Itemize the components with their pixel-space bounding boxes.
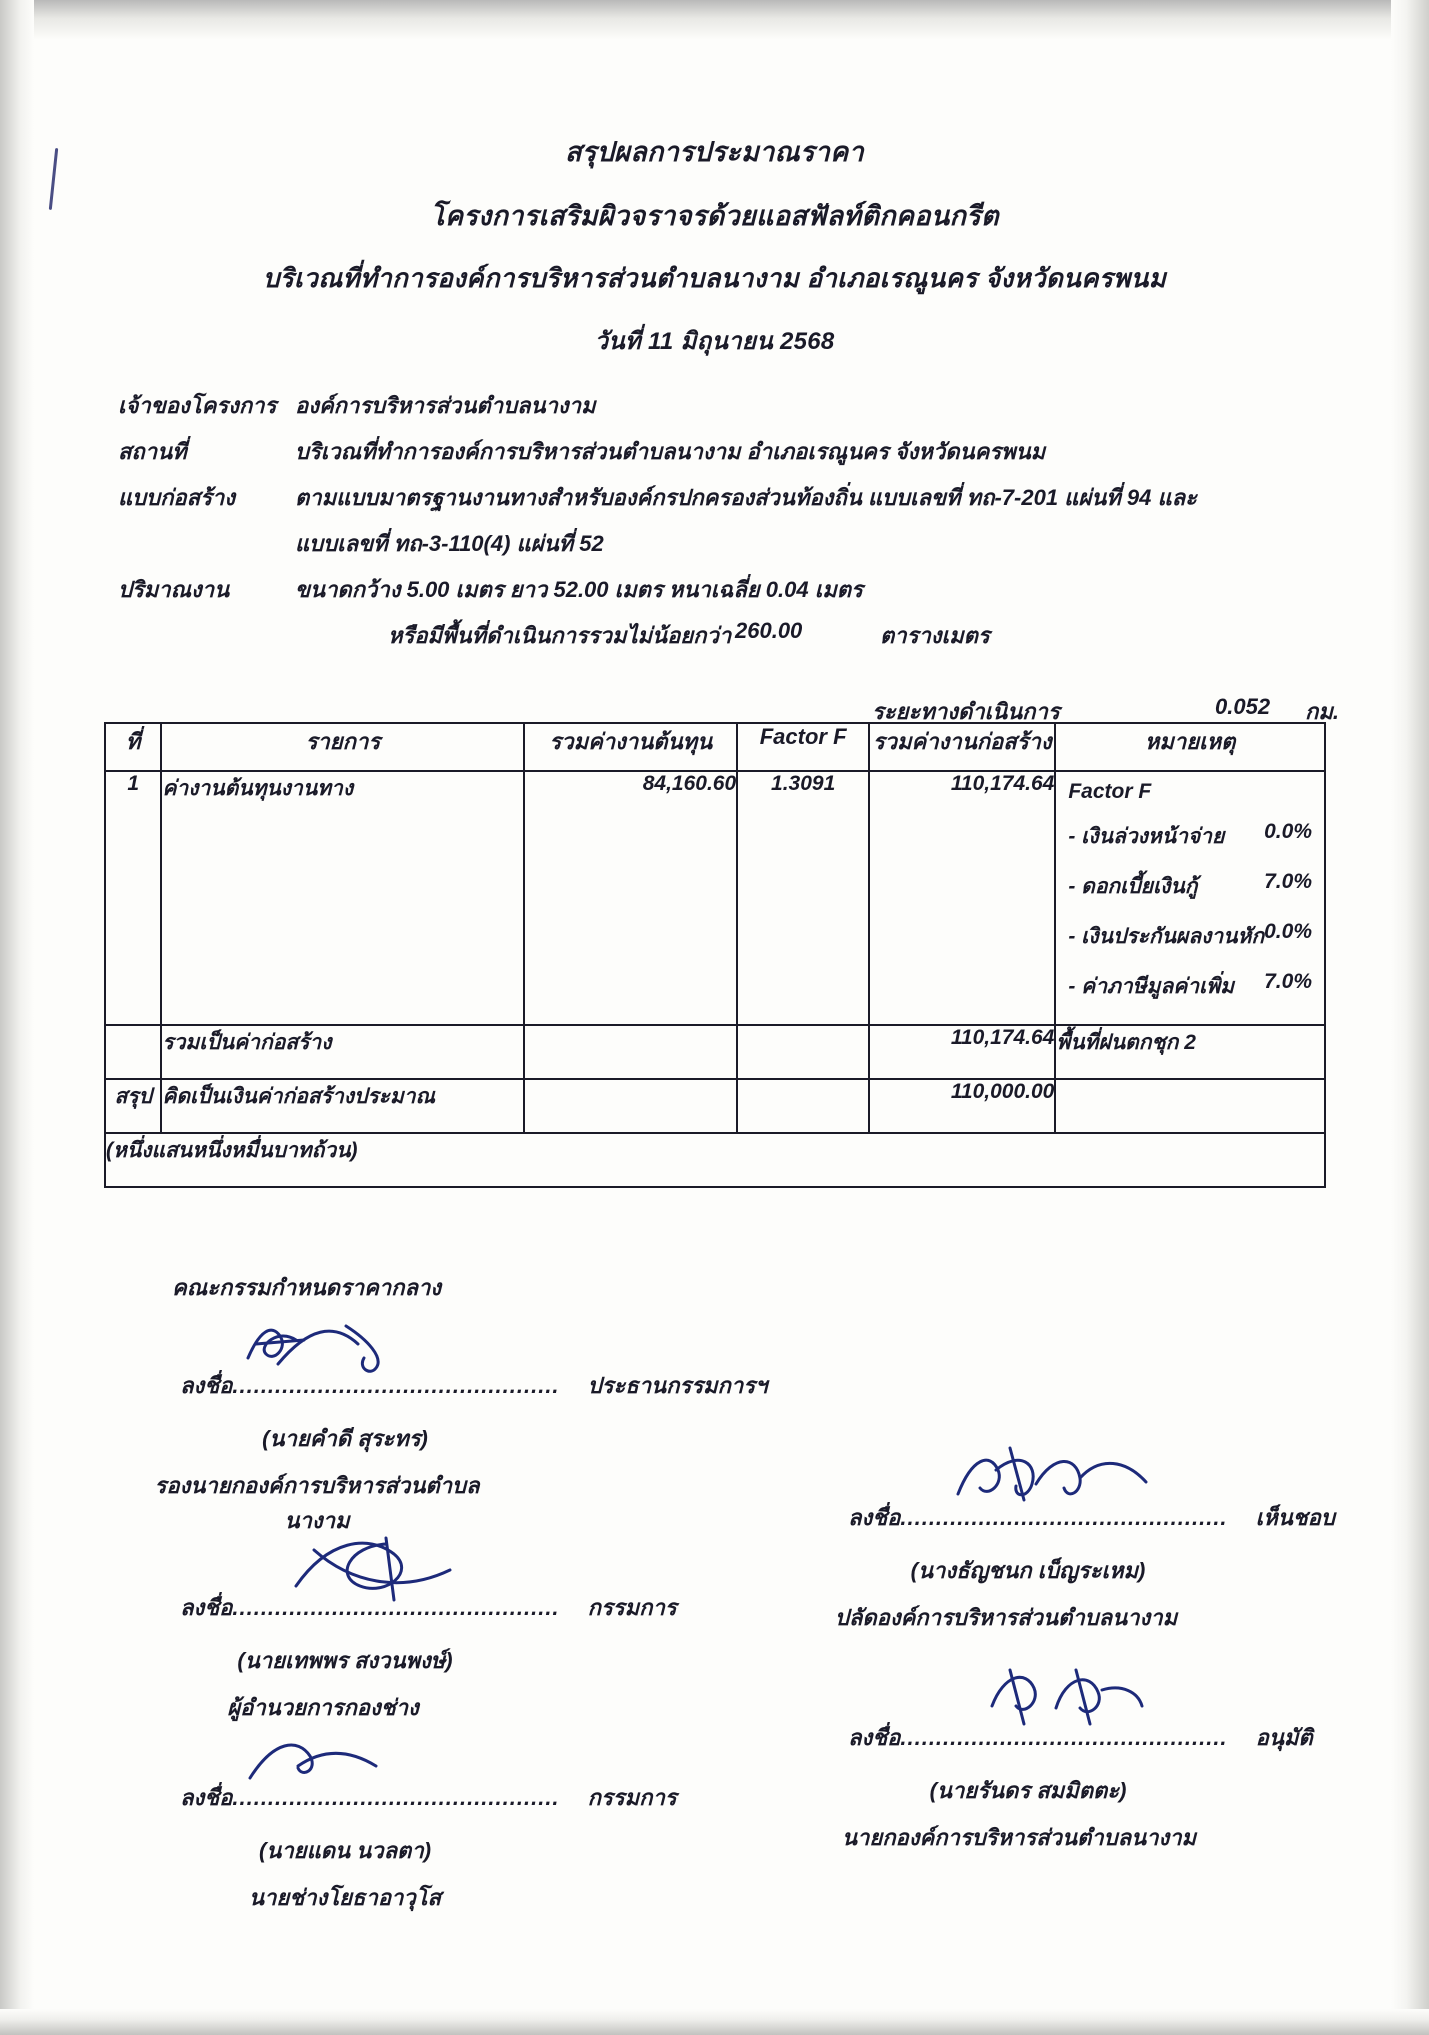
member1-name: (นายเทพพร สงวนพงษ์)	[237, 1648, 453, 1673]
factor-f-pct-retention: 0.0%	[1264, 920, 1312, 943]
approx-row-no: สรุป	[105, 1079, 161, 1133]
info-row-location	[0, 434, 1429, 480]
title-block	[0, 130, 1429, 360]
amount-in-words: (หนึ่งแสนหนึ่งหมื่นบาทถ้วน)	[105, 1133, 1325, 1187]
table-row-total-construction	[105, 1025, 1325, 1079]
doc-date-line: วันที่ 11 มิถุนายน 2568	[594, 328, 835, 355]
endorse-sign-label: ลงชื่อ	[848, 1505, 901, 1530]
signature-block-approve	[841, 1720, 1368, 1855]
signature-block-member-2	[180, 1780, 677, 1915]
approve-name: (นายรันดร สมมิตตะ)	[929, 1778, 1127, 1803]
factor-f-title: Factor F	[1068, 780, 1152, 803]
member2-role: กรรมการ	[587, 1785, 677, 1810]
signature-block-endorse	[834, 1500, 1368, 1635]
info-label-quantity: ปริมาณงาน	[118, 577, 230, 602]
table-header-row	[105, 723, 1325, 771]
table-row-approx-amount	[105, 1079, 1325, 1133]
endorse-position: ปลัดองค์การบริหารส่วนตำบลนางาม	[834, 1605, 1178, 1630]
factor-f-breakdown	[1056, 772, 1324, 1024]
approve-role: อนุมัติ	[1255, 1725, 1313, 1750]
member1-dots: ..............................................	[232, 1595, 560, 1620]
header-no: ที่	[105, 723, 161, 771]
info-label-location: สถานที่	[118, 439, 187, 464]
project-info	[0, 388, 1429, 664]
info-row-area	[0, 618, 1429, 664]
factor-f-label-interest: - ดอกเบี้ยเงินกู้	[1068, 875, 1198, 898]
cost-summary-table	[104, 722, 1326, 1188]
approx-row-factor-empty	[737, 1079, 869, 1133]
member2-name: (นายแดน นวลตา)	[258, 1838, 432, 1863]
factor-f-label-advance: - เงินล่วงหน้าจ่าย	[1068, 825, 1225, 848]
approx-row-value: 110,000.00	[869, 1079, 1055, 1133]
table-row	[105, 771, 1325, 1025]
row-1-cost: 84,160.60	[524, 771, 737, 1025]
endorse-role: เห็นชอบ	[1255, 1505, 1335, 1530]
approve-sign-label: ลงชื่อ	[848, 1725, 901, 1750]
member1-role: กรรมการ	[587, 1595, 677, 1620]
info-value-drawing: ตามแบบมาตรฐานงานทางสำหรับองค์กรปกครองส่วนท้องถิ่น แบบเลขที่ ทถ-7-201 แผ่นที่ 94 และ	[295, 485, 1197, 510]
total-row-cost-empty	[524, 1025, 737, 1079]
header-note: หมายเหตุ	[1055, 723, 1325, 771]
chairman-role: ประธานกรรมการฯ	[587, 1373, 768, 1398]
header-total: รวมค่างานก่อสร้าง	[869, 723, 1055, 771]
info-row-drawing-cont	[0, 526, 1429, 572]
header-cost: รวมค่างานต้นทุน	[524, 723, 737, 771]
member1-sign-label: ลงชื่อ	[180, 1595, 233, 1620]
signature-block-member-1	[180, 1590, 677, 1725]
approve-dots: ..............................................	[900, 1725, 1228, 1750]
approx-row-label: คิดเป็นเงินค่าก่อสร้างประมาณ	[161, 1079, 524, 1133]
factor-f-item-retention	[1068, 920, 1318, 953]
info-row-drawing	[0, 480, 1429, 526]
row-1-factor: 1.3091	[737, 771, 869, 1025]
info-value-location: บริเวณที่ทำการองค์การบริหารส่วนตำบลนางาม อำเภอเรณูนคร จังหวัดนครพนม	[295, 439, 1046, 464]
approx-row-cost-empty	[524, 1079, 737, 1133]
endorse-sign-line	[848, 1500, 1368, 1535]
distance-unit: กม.	[1305, 699, 1339, 724]
total-row-value: 110,174.64	[869, 1025, 1055, 1079]
chairman-position: รองนายกองค์การบริหารส่วนตำบลนางาม	[154, 1473, 480, 1533]
endorse-name: (นางธัญชนก เบ็ญระเหม)	[910, 1558, 1146, 1583]
info-row-owner	[0, 388, 1429, 434]
approve-sign-line	[848, 1720, 1368, 1755]
doc-title-line-3: บริเวณที่ทำการองค์การบริหารส่วนตำบลนางาม อำเภอเรณูนคร จังหวัดนครพนม	[262, 263, 1167, 293]
area-unit: ตารางเมตร	[880, 623, 990, 648]
info-value-drawing-cont: แบบเลขที่ ทถ-3-110(4) แผ่นที่ 52	[295, 531, 604, 556]
header-item: รายการ	[161, 723, 524, 771]
total-row-no	[105, 1025, 161, 1079]
chairman-name: (นายคำดี สุระทร)	[262, 1426, 428, 1451]
row-1-item: ค่างานต้นทุนงานทาง	[161, 771, 524, 1025]
area-label: หรือมีพื้นที่ดำเนินการรวมไม่น้อยกว่า	[388, 623, 732, 648]
member2-position: นายช่างโยธาอาวุโส	[249, 1885, 441, 1910]
info-value-owner: องค์การบริหารส่วนตำบลนางาม	[295, 393, 596, 418]
signature-block-chairman	[154, 1368, 768, 1538]
factor-f-pct-vat: 7.0%	[1264, 970, 1312, 993]
factor-f-label-vat: - ค่าภาษีมูลค่าเพิ่ม	[1068, 975, 1234, 998]
table-row-amount-in-words	[105, 1133, 1325, 1187]
distance-value: 0.052	[1215, 694, 1271, 719]
member2-sign-label: ลงชื่อ	[180, 1785, 233, 1810]
member1-position: ผู้อำนวยการกองช่าง	[227, 1695, 419, 1720]
total-row-note: พื้นที่ฝนตกชุก 2	[1055, 1025, 1325, 1079]
factor-f-item-vat	[1068, 970, 1318, 1003]
info-label-owner: เจ้าของโครงการ	[118, 393, 277, 418]
row-1-note-cell	[1055, 771, 1325, 1025]
member2-sign-line	[180, 1780, 677, 1815]
total-row-label: รวมเป็นค่าก่อสร้าง	[161, 1025, 524, 1079]
chairman-dots: ..............................................	[232, 1373, 560, 1398]
chairman-sign-line	[180, 1368, 768, 1403]
info-row-quantity	[0, 572, 1429, 618]
info-value-quantity: ขนาดกว้าง 5.00 เมตร ยาว 52.00 เมตร หนาเฉลี่ย 0.04 เมตร	[295, 577, 863, 602]
factor-f-pct-advance: 0.0%	[1264, 820, 1312, 843]
endorse-dots: ..............................................	[900, 1505, 1228, 1530]
header-factor: Factor F	[737, 723, 869, 771]
committee-heading: คณะกรรมกำหนดราคากลาง	[172, 1275, 442, 1300]
factor-f-pct-interest: 7.0%	[1264, 870, 1312, 893]
chairman-sign-label: ลงชื่อ	[180, 1373, 233, 1398]
distance-label: ระยะทางดำเนินการ	[872, 699, 1060, 724]
info-label-drawing: แบบก่อสร้าง	[118, 485, 235, 510]
area-value: 260.00	[735, 618, 803, 643]
doc-title-line-1: สรุปผลการประมาณราคา	[565, 137, 864, 167]
factor-f-item-interest	[1068, 870, 1318, 903]
factor-f-item-advance	[1068, 820, 1318, 853]
doc-title-line-2: โครงการเสริมผิวจราจรด้วยแอสฟัลท์ติกคอนกรีต	[430, 201, 999, 231]
row-1-total: 110,174.64	[869, 771, 1055, 1025]
approx-row-note	[1055, 1079, 1325, 1133]
row-1-no: 1	[105, 771, 161, 1025]
member2-dots: ..............................................	[232, 1785, 560, 1810]
member1-sign-line	[180, 1590, 677, 1625]
total-row-factor-empty	[737, 1025, 869, 1079]
approve-position: นายกองค์การบริหารส่วนตำบลนางาม	[841, 1825, 1197, 1850]
factor-f-label-retention: - เงินประกันผลงานหัก	[1068, 925, 1265, 948]
